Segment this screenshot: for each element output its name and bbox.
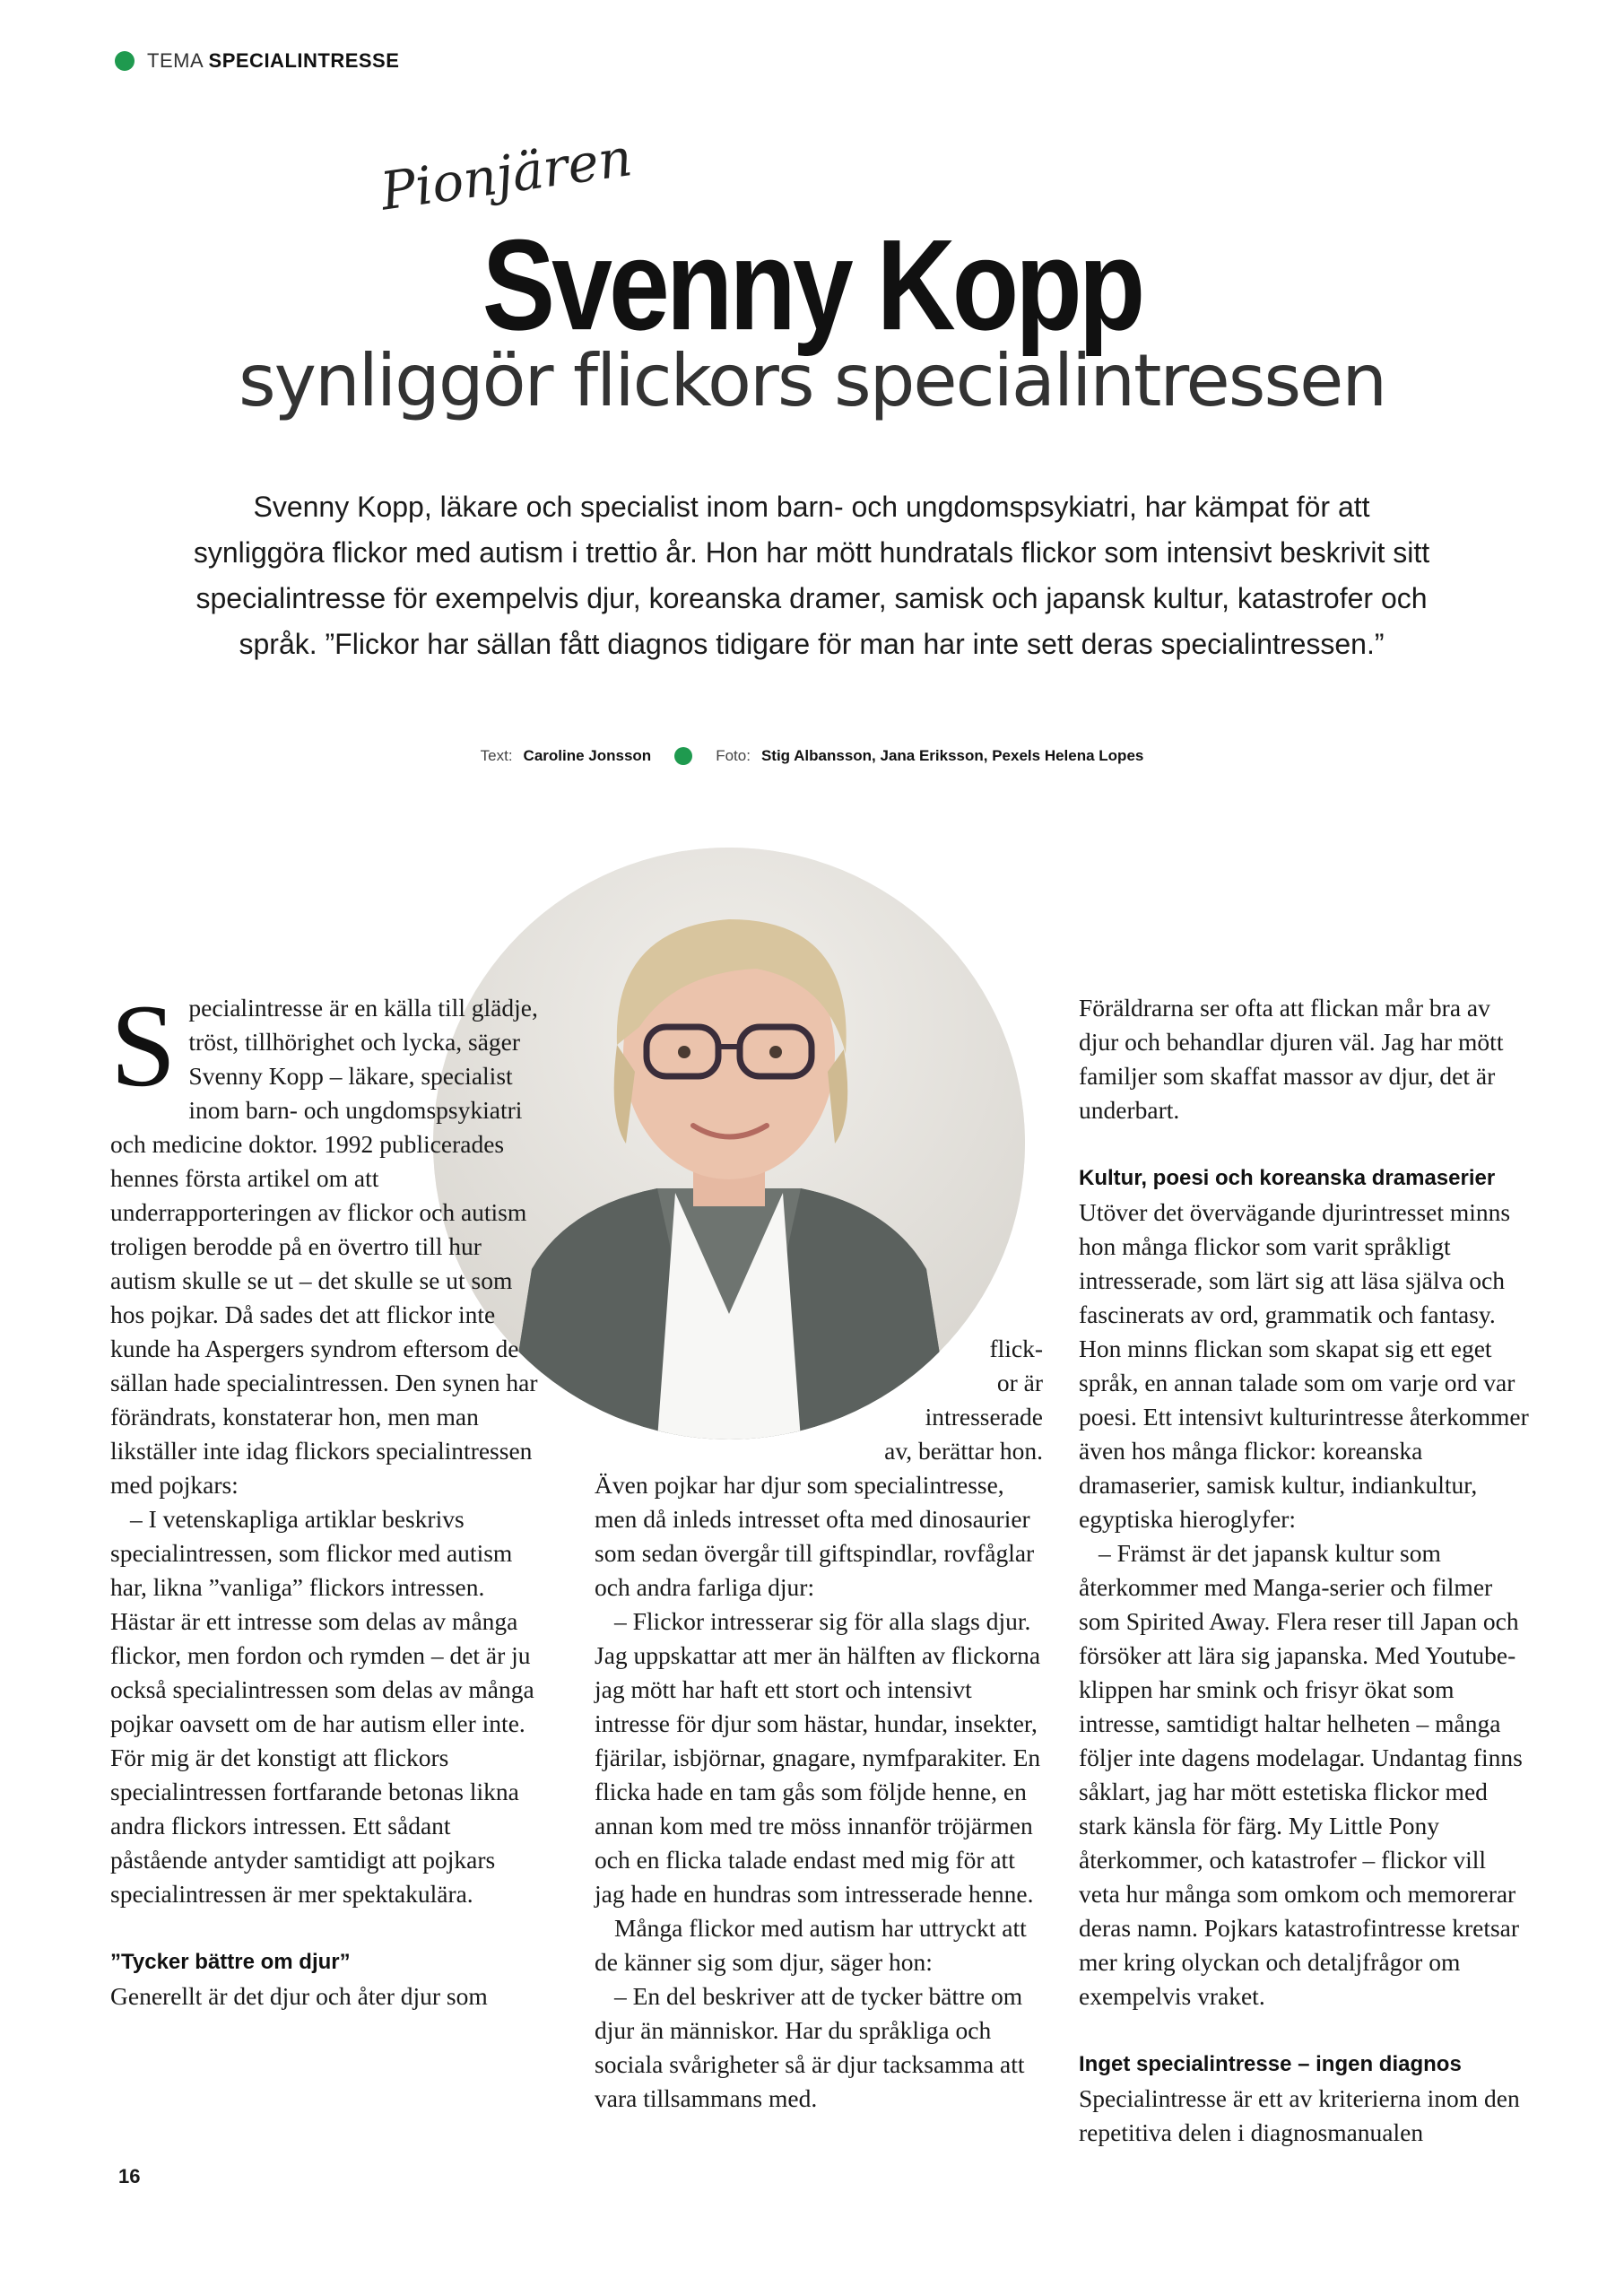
subheading: Kultur, poesi och koreanska dramaserier xyxy=(1079,1166,1496,1190)
page-number: 16 xyxy=(118,2165,141,2187)
text-credit-name: Caroline Jonsson xyxy=(523,747,652,764)
photo-credit-label: Foto: xyxy=(716,747,751,764)
column-2 xyxy=(595,1468,1043,2116)
body-paragraph: Många flickor med autism har uttryckt att de känner sig som djur, säger hon: xyxy=(595,1914,1027,1976)
body-paragraph: pecialintresse är en källa till glädje, tröst, tillhörighet och lycka, säger Svenny Kopp – läkare, specialist inom barn- och ungdomspsykiatri och medicine doktor. 1992 publicerades hennes första artikel om att underrapporteringen av flickor och autism troligen berodde på en övertro till hur autism skulle se ut – det skulle se ut som hos pojkar. Då sades det att flickor inte kunde ha Aspergers syndrom eftersom de sällan hade specialintressen. Den synen har förändrats, konstaterar hon, men man likställer inte idag flickors specialintressen med pojkars: xyxy=(110,994,538,1499)
green-dot-icon xyxy=(115,51,135,71)
body-paragraph: Specialintresse är ett av kriterierna inom den repetitiva delen i diagnosmanualen xyxy=(1079,2084,1520,2146)
body-paragraph: Föräldrarna ser ofta att flickan mår bra av djur och behandlar djuren väl. Jag har mött familjer som skaffat massor av djur, det är underbart. xyxy=(1079,994,1504,1124)
body-paragraph: Utöver det övervägande djurintresset minns hon många flickor som varit språkligt intresserade, som lärt sig att läsa själva och fascinerats av ord, grammatik och fantasy. Hon minns flickan som skapat sig ett eget språk, en annan talade som om varje ord var poesi. Ett intensivt kulturintresse återkommer även hos många flickor: koreanska dramaserier, samisk kultur, indiankultur, egyptiska hieroglyfer: xyxy=(1079,1198,1529,1533)
drop-cap: S xyxy=(110,979,177,1111)
byline xyxy=(0,747,1624,765)
column-3 xyxy=(1079,991,1532,2150)
column-1 xyxy=(110,979,545,2013)
section-label: TEMA xyxy=(147,49,203,72)
kicker: Pionjären xyxy=(377,126,636,222)
photo-credit-name: Stig Albansson, Jana Eriksson, Pexels Helena Lopes xyxy=(760,747,1144,764)
page-title: Svenny Kopp xyxy=(482,213,1142,357)
wrap-fragment: or är xyxy=(996,1369,1043,1396)
body-paragraph: – Främst är det japansk kultur som återkommer med Manga-serier och filmer som Spirited Away. Flera reser till Japan och försöker att lära sig japanska. Med Youtube-klippen har smink och frisyr ökat som intresse, samtidigt haltar helheten – många följer inte dagens modelagar. Undantag finns såklart, jag har mött estetiska flickor med stark känsla för färg. My Little Pony återkommer, och katastrofer – flickor vill veta hur många som omkom och memorerar deras namn. Pojkars katastrofintresse kretsar mer kring olyckan och detaljfrågor om exempelvis vraket. xyxy=(1079,1539,1523,2010)
lead-paragraph: Svenny Kopp, läkare och specialist inom barn- och ungdomspsykiatri, har kämpat för att synliggöra flickor med autism i trettio år. Hon har mött hundratals flickor som intensivt beskrivit sitt specialintresse för exempelvis djur, koreanska dramer, samisk och japansk kultur, katastrofer och språk. ”Flickor har sällan fått diagnos tidigare för man har inte sett deras specialintressen.” xyxy=(193,491,1430,660)
wrap-fragment: intresserade xyxy=(925,1403,1043,1431)
body-paragraph: Generellt är det djur och åter djur som xyxy=(110,1982,488,2010)
subheading: ”Tycker bättre om djur” xyxy=(110,1950,351,1974)
body-paragraph: Även pojkar har djur som specialintresse, men då inleds intresset ofta med dinosaurier som sedan övergår till giftspindlar, rovfåglar och andra farliga djur: xyxy=(595,1471,1035,1601)
section-tag xyxy=(115,49,399,73)
text-credit-label: Text: xyxy=(480,747,513,764)
subheading: Inget specialintresse – ingen diagnos xyxy=(1079,2052,1462,2076)
wrap-fragment: flick- xyxy=(989,1335,1043,1362)
wrap-fragment: av, berättar hon. xyxy=(884,1437,1043,1465)
green-dot-icon xyxy=(674,747,692,765)
body-paragraph: – En del beskriver att de tycker bättre om djur än människor. Har du språkliga och sociala svårigheter så är djur tacksamma att vara tillsammans med. xyxy=(595,1982,1025,2112)
body-paragraph: – I vetenskapliga artiklar beskrivs specialintressen, som flickor med autism har, likna ”vanliga” flickors intressen. Hästar är ett intresse som delas av många flickor, men fordon och rymden – det är ju också specialintressen som delas av många pojkar oavsett om de har autism eller inte. För mig är det konstigt att flickors specialintressen fortfarande betonas likna andra flickors intressen. Ett sådant påstående antyder samtidigt att pojkars specialintressen är mer spektakulära. xyxy=(110,1505,534,1908)
body-paragraph: – Flickor intresserar sig för alla slags djur. Jag uppskattar att mer än hälften av flickorna jag mött har haft ett stort och intensivt intresse för djur som hästar, hundar, insekter, fjärilar, isbjörnar, gnagare, nymfparakiter. En flicka hade en tam gås som följde henne, en annan kom med tre möss innanför tröjärmen och en flicka talade endast med mig för att jag hade en hundras som intresserade henne. xyxy=(595,1607,1041,1908)
page-subtitle: synliggör flickors specialintressen xyxy=(238,339,1386,422)
section-topic: SPECIALINTRESSE xyxy=(208,49,400,72)
